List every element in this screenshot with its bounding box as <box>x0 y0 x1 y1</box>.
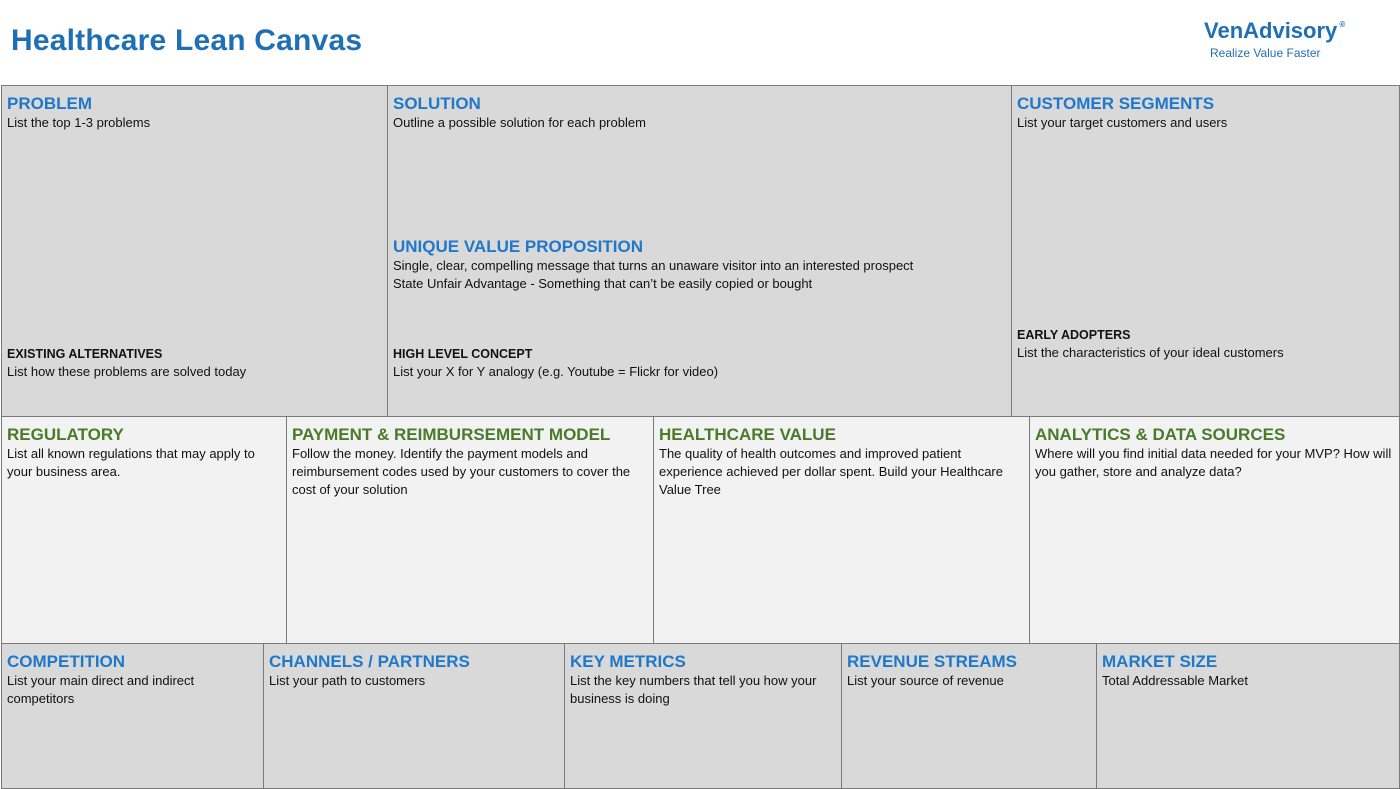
problem-desc: List the top 1-3 problems <box>7 115 151 130</box>
solution-desc: Outline a possible solution for each problem <box>393 115 646 130</box>
channels-partners-desc: List your path to customers <box>269 673 426 688</box>
logo-wordmark: VenAdvisory <box>1204 18 1338 43</box>
unfair-advantage-desc: State Unfair Advantage - Something that can’t be easily copied or bought <box>393 276 813 291</box>
key-metrics-section <box>564 643 842 789</box>
existing-alternatives-desc: List how these problems are solved today <box>7 364 247 379</box>
logo-tagline: Realize Value Faster <box>1210 46 1321 60</box>
healthcare-value-title: HEALTHCARE VALUE <box>659 425 836 444</box>
competition-desc: List your main direct and indirect competitors <box>7 673 195 706</box>
payment-reimbursement-desc: Follow the money. Identify the payment models and reimbursement codes used by your customers to cover the cost of your solution <box>292 446 631 497</box>
regulatory-desc: List all known regulations that may apply to your business area. <box>7 446 255 479</box>
existing-alternatives-block <box>7 345 382 381</box>
problem-title: PROBLEM <box>7 94 92 113</box>
healthcare-value-section <box>653 416 1030 644</box>
uvp-title: UNIQUE VALUE PROPOSITION <box>393 237 643 256</box>
revenue-streams-section <box>841 643 1097 789</box>
payment-reimbursement-title: PAYMENT & REIMBURSEMENT MODEL <box>292 425 611 444</box>
market-size-desc: Total Addressable Market <box>1102 673 1248 688</box>
market-size-section <box>1096 643 1400 789</box>
payment-reimbursement-section <box>286 416 654 644</box>
venadvisory-logo <box>1204 18 1384 60</box>
channels-partners-section <box>263 643 565 789</box>
customer-segments-title: CUSTOMER SEGMENTS <box>1017 94 1215 113</box>
early-adopters-desc: List the characteristics of your ideal customers <box>1017 345 1284 360</box>
channels-partners-title: CHANNELS / PARTNERS <box>269 652 470 671</box>
solution-title: SOLUTION <box>393 94 481 113</box>
key-metrics-title: KEY METRICS <box>570 652 686 671</box>
analytics-data-sources-title: ANALYTICS & DATA SOURCES <box>1035 425 1286 444</box>
existing-alternatives-title: EXISTING ALTERNATIVES <box>7 347 163 361</box>
competition-title: COMPETITION <box>7 652 126 671</box>
customer-segments-desc: List your target customers and users <box>1017 115 1228 130</box>
solution-section <box>387 85 1012 417</box>
market-size-title: MARKET SIZE <box>1102 652 1218 671</box>
early-adopters-title: EARLY ADOPTERS <box>1017 328 1131 342</box>
revenue-streams-title: REVENUE STREAMS <box>847 652 1018 671</box>
logo-name <box>1204 18 1346 44</box>
early-adopters-block <box>1017 326 1394 362</box>
key-metrics-desc: List the key numbers that tell you how your business is doing <box>570 673 817 706</box>
competition-section <box>1 643 264 789</box>
analytics-data-sources-desc: Where will you find initial data needed for your MVP? How will you gather, store and analyze data? <box>1035 446 1392 479</box>
customer-segments-section <box>1011 85 1400 417</box>
uvp-desc: Single, clear, compelling message that turns an unaware visitor into an interested prospect <box>393 258 914 273</box>
regulatory-title: REGULATORY <box>7 425 124 444</box>
high-level-concept-block <box>393 345 1006 381</box>
problem-section <box>1 85 388 417</box>
high-level-concept-title: HIGH LEVEL CONCEPT <box>393 347 533 361</box>
unique-value-proposition-block <box>393 237 1006 293</box>
page-title: Healthcare Lean Canvas <box>11 24 363 57</box>
analytics-data-sources-section <box>1029 416 1400 644</box>
healthcare-value-desc: The quality of health outcomes and improved patient experience achieved per dollar spent. Build your Healthcare Value Tree <box>659 446 1003 497</box>
high-level-concept-desc: List your X for Y analogy (e.g. Youtube = Flickr for video) <box>393 364 719 379</box>
revenue-streams-desc: List your source of revenue <box>847 673 1004 688</box>
regulatory-section <box>1 416 287 644</box>
registered-mark: ® <box>1339 20 1346 29</box>
